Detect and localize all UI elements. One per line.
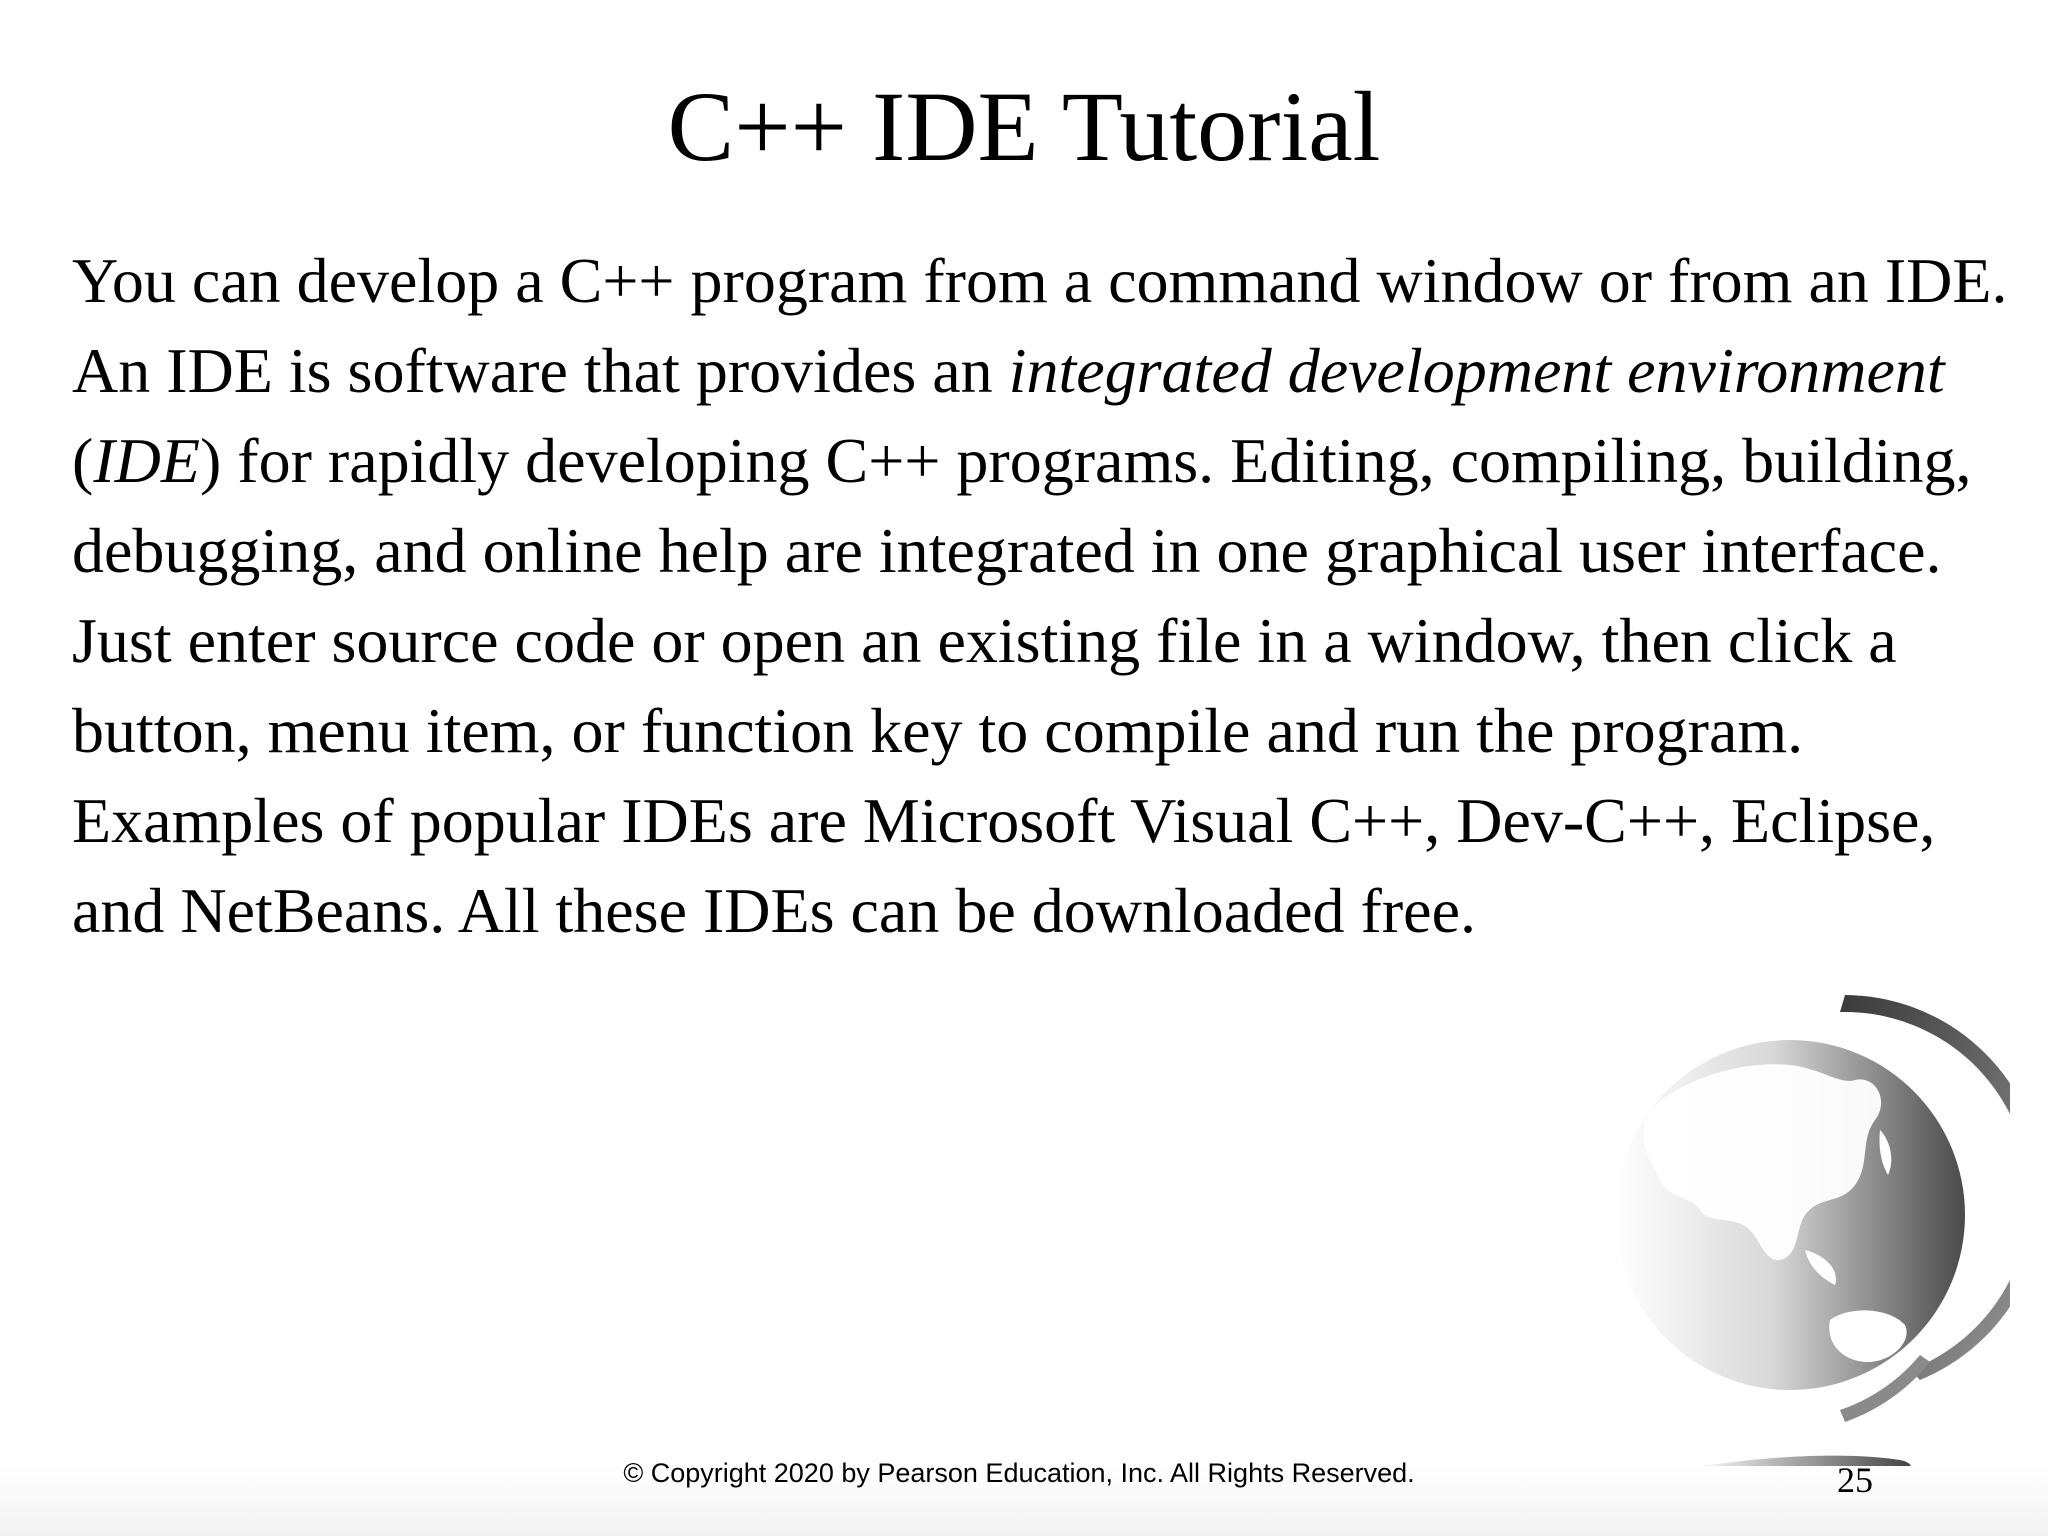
- body-text-part-1: You can develop a C++ program from a command window or from an IDE. An IDE is software that provides an: [72, 245, 2008, 406]
- body-text-part-3: ) for rapidly developing C++ programs. Editing, compiling, building, debugging, and online help are integrated in one graphical user interface. Just enter source code or open an existing file in a window, then click a button, menu item, or function key to compile and run the program. Examples of popular IDEs are Microsoft Visual C++, Dev-C++, Eclipse, and NetBeans. All these IDEs can be downloaded free.: [72, 425, 1972, 946]
- body-emphasis-ide-abbrev: IDE: [93, 425, 200, 496]
- slide-body-paragraph: [72, 236, 2022, 956]
- copyright-notice: [0, 1456, 2048, 1490]
- slide-title: C++ IDE Tutorial: [667, 71, 1381, 182]
- body-text-part-2: (: [72, 425, 94, 496]
- copyright-text: © Copyright 2020 by Pearson Education, Inc. All Rights Reserved.: [623, 1458, 1415, 1488]
- globe-icon: [1590, 990, 2010, 1510]
- slide-page-number: 25: [1837, 1460, 1873, 1500]
- body-emphasis-ide-term: integrated development environment: [1008, 335, 1945, 406]
